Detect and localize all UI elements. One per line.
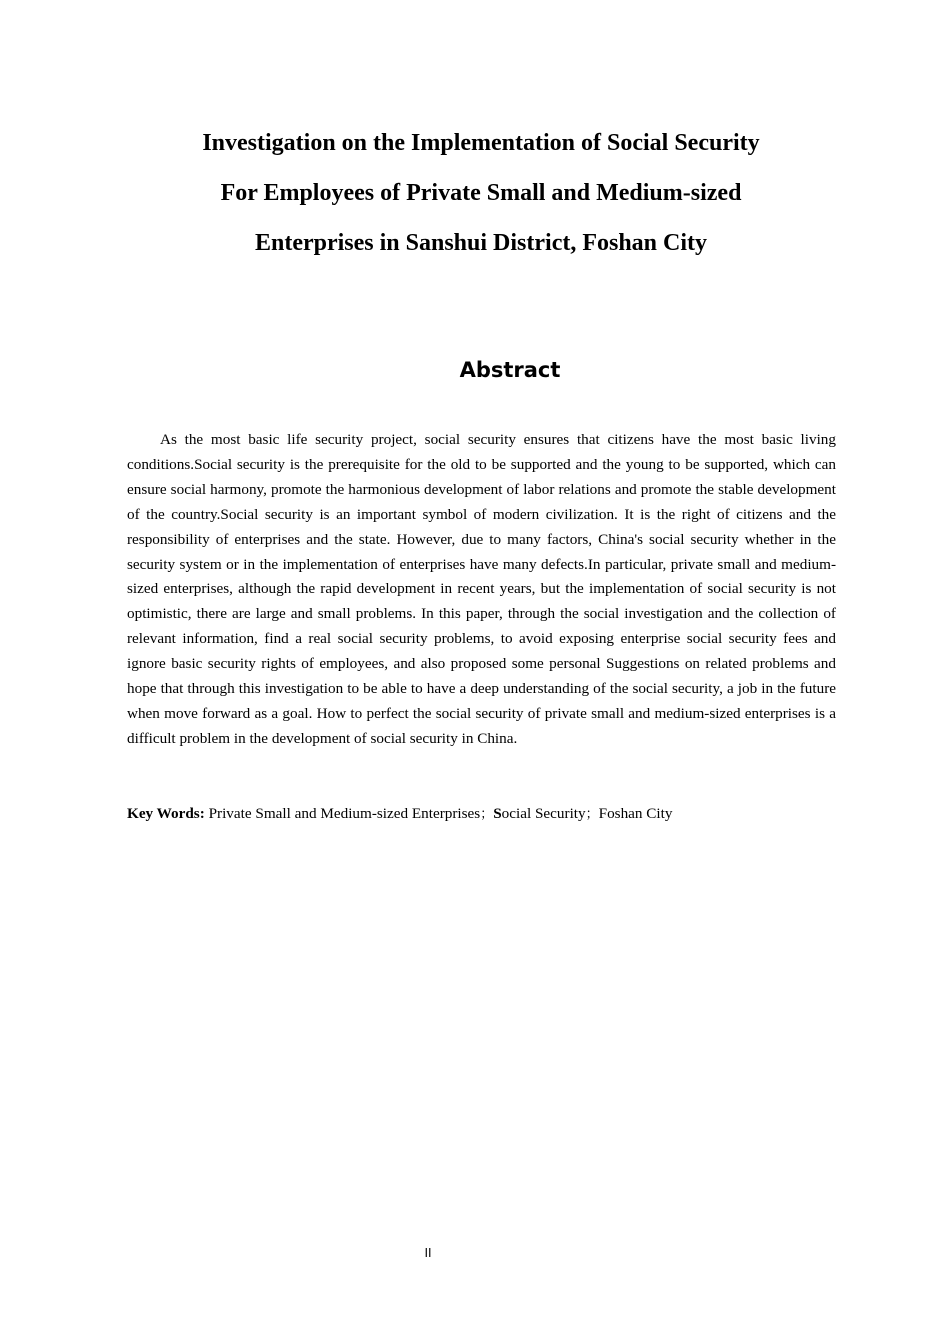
- keyword-item-3: Foshan City: [598, 805, 673, 822]
- keyword-separator-1: ；: [480, 807, 494, 822]
- abstract-body: As the most basic life security project, social security ensures that citizens have the most basic living conditions.Social security is the prerequisite for the old to be supported and the young to be supported, which can ensure social harmony, promote the harmonious development of labor relations and promote the stable development of the country.Social security is an important symbol of modern civilization. It is the right of citizens and the responsibility of enterprises and the state. However, due to many factors, China's social security whether in the security system or in the implementation of enterprises have many defects.In particular, private small and medium-sized enterprises, although the rapid development in recent years, but the implementation of social security is not optimistic, there are large and small problems. In this paper, through the social investigation and the collection of relevant information, find a real social security problems, to avoid exposing enterprise social security fees and ignore basic security rights of employees, and also proposed some personal Suggestions on related problems and hope that through this investigation to be able to have a deep understanding of the social security, a job in the future when move forward as a goal. How to perfect the social security of private small and medium-sized enterprises is a difficult problem in the development of social security in China.: [127, 431, 836, 747]
- paper-title-line-1: Investigation on the Implementation of Social Security: [202, 130, 760, 156]
- keywords-label: Key Words:: [127, 805, 205, 822]
- paper-title: [100, 118, 862, 268]
- abstract-heading: Abstract: [459, 358, 561, 382]
- paper-title-line-3: Enterprises in Sanshui District, Foshan City: [254, 230, 708, 256]
- page-number: II: [424, 1246, 432, 1260]
- keyword-separator-2: ；: [585, 807, 599, 822]
- keyword-item-2-rest: ocial Security: [501, 805, 586, 822]
- keyword-item-2-initial: S: [493, 805, 502, 822]
- keyword-item-1: Private Small and Medium-sized Enterprises: [208, 805, 481, 822]
- paper-title-line-2: For Employees of Private Small and Medium-sized: [220, 180, 742, 206]
- keywords-line: [127, 803, 836, 823]
